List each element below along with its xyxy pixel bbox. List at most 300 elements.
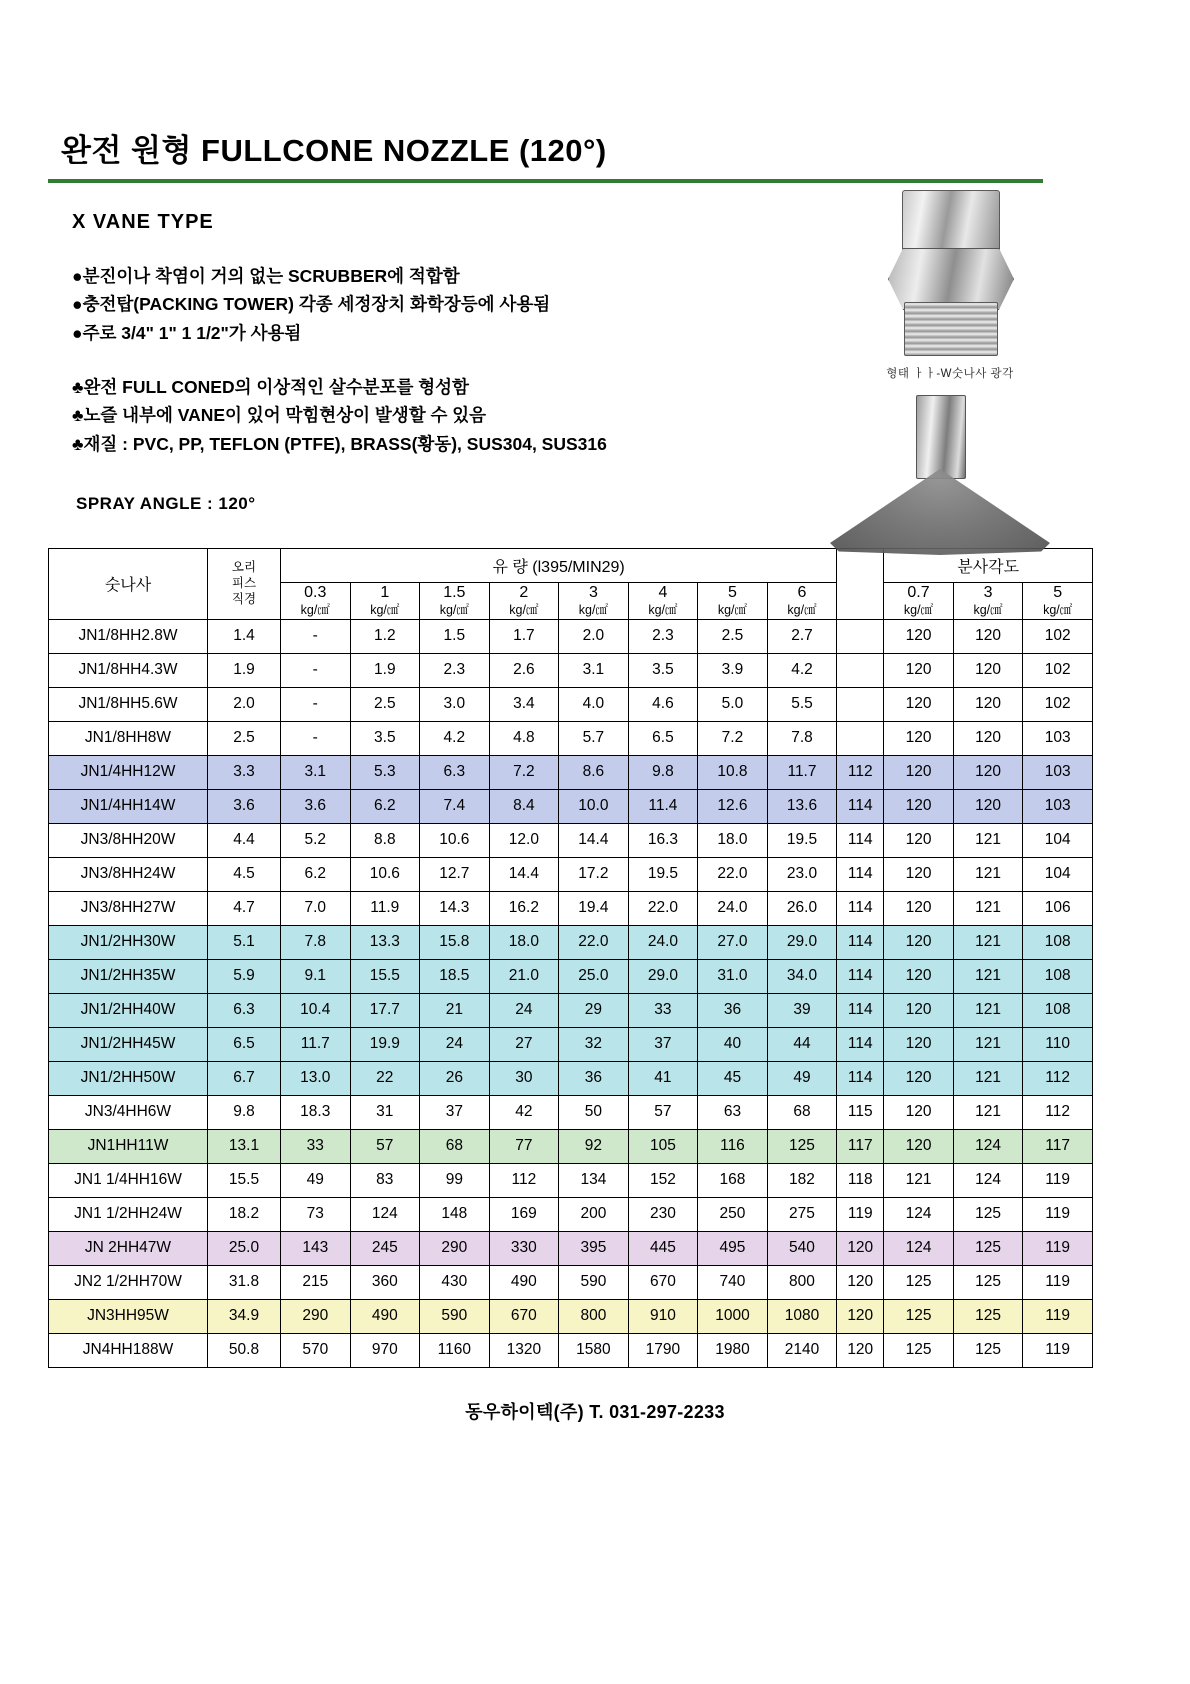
table-row	[49, 857, 1093, 891]
cell-angle: 119	[1023, 1333, 1093, 1367]
cell-flow: 250	[698, 1197, 768, 1231]
cell-flow: 740	[698, 1265, 768, 1299]
cell-flow: 12.6	[698, 789, 768, 823]
cell-orifice: 31.8	[208, 1265, 281, 1299]
cell-angle: 125	[884, 1333, 954, 1367]
cell-flow: 8.6	[559, 755, 629, 789]
table-row	[49, 1231, 1093, 1265]
header-orifice-line2: 피스	[231, 576, 257, 591]
cell-angle: 121	[953, 1061, 1023, 1095]
cell-flow: 5.5	[767, 687, 837, 721]
cell-flow: -	[281, 687, 351, 721]
cell-flow: -	[281, 653, 351, 687]
list-item: ♣재질 : PVC, PP, TEFLON (PTFE), BRASS(황동), SUS304, SUS316	[72, 433, 607, 454]
list-item: ●충전탑(PACKING TOWER) 각종 세정장치 화학장등에 사용됨	[72, 294, 551, 315]
cell-flow: 45	[698, 1061, 768, 1095]
table-row	[49, 1129, 1093, 1163]
cell-orifice: 3.3	[208, 755, 281, 789]
nozzle-thread-shape	[904, 302, 998, 356]
cell-flow: 1.7	[489, 619, 559, 653]
cell-thread-name: JN1/4HH14W	[49, 789, 208, 823]
cell-flow: 970	[350, 1333, 420, 1367]
cell-angle: 120	[884, 891, 954, 925]
table-body	[49, 619, 1093, 1367]
cell-flow: 3.6	[281, 789, 351, 823]
cell-flow: 14.4	[489, 857, 559, 891]
cell-angle: 120	[884, 1027, 954, 1061]
cell-thread-name: JN4HH188W	[49, 1333, 208, 1367]
cell-flow: 16.3	[628, 823, 698, 857]
cell-flow: 7.2	[698, 721, 768, 755]
cell-flow: 3.5	[628, 653, 698, 687]
cell-flow: 13.6	[767, 789, 837, 823]
cell-flow: 18.3	[281, 1095, 351, 1129]
cell-flow: 17.2	[559, 857, 629, 891]
cell-flow: 590	[420, 1299, 490, 1333]
cell-flow: 215	[281, 1265, 351, 1299]
cell-flow: 395	[559, 1231, 629, 1265]
specification-table	[48, 548, 1093, 1368]
cell-flow: 200	[559, 1197, 629, 1231]
list-item: ♣완전 FULL CONED의 이상적인 살수분포를 형성함	[72, 377, 469, 398]
cell-angle: 120	[884, 755, 954, 789]
cell-gap	[837, 721, 884, 755]
nozzle-hex-shape	[888, 248, 1014, 310]
cell-flow: 1980	[698, 1333, 768, 1367]
cell-thread-name: JN3/8HH24W	[49, 857, 208, 891]
cell-flow: 4.2	[767, 653, 837, 687]
cell-flow: 31	[350, 1095, 420, 1129]
table-row	[49, 891, 1093, 925]
cell-flow: 27.0	[698, 925, 768, 959]
cell-thread-name: JN1/2HH50W	[49, 1061, 208, 1095]
cell-flow: 92	[559, 1129, 629, 1163]
cell-flow: 182	[767, 1163, 837, 1197]
cell-flow: 2.0	[559, 619, 629, 653]
cell-angle: 120	[884, 823, 954, 857]
cell-flow: 2.3	[420, 653, 490, 687]
cell-flow: 670	[628, 1265, 698, 1299]
cell-thread-name: JN1/2HH30W	[49, 925, 208, 959]
header-flow-5: 5 kg/㎠	[698, 583, 768, 620]
cell-flow: 570	[281, 1333, 351, 1367]
cell-thread-name: JN1/8HH8W	[49, 721, 208, 755]
cell-flow: 57	[628, 1095, 698, 1129]
cell-flow: 2.7	[767, 619, 837, 653]
cell-angle: 103	[1023, 789, 1093, 823]
cell-orifice: 9.8	[208, 1095, 281, 1129]
cell-angle: 102	[1023, 687, 1093, 721]
cell-angle: 108	[1023, 959, 1093, 993]
table-row	[49, 619, 1093, 653]
cell-gap: 115	[837, 1095, 884, 1129]
header-flow-6: 6 kg/㎠	[767, 583, 837, 620]
cell-angle: 121	[953, 993, 1023, 1027]
cell-gap: 120	[837, 1333, 884, 1367]
cell-gap: 114	[837, 823, 884, 857]
table-row	[49, 1163, 1093, 1197]
header-spray-angle: 분사각도	[884, 549, 1093, 583]
cell-angle: 120	[884, 1129, 954, 1163]
cell-flow: 12.0	[489, 823, 559, 857]
features-club-list	[72, 373, 772, 458]
features-circle-list	[72, 262, 772, 347]
cell-flow: 49	[767, 1061, 837, 1095]
table-row	[49, 959, 1093, 993]
cell-thread-name: JN3HH95W	[49, 1299, 208, 1333]
page-title: 완전 원형 FULLCONE NOZZLE (120°)	[61, 133, 607, 168]
cell-angle: 112	[1023, 1095, 1093, 1129]
table-row	[49, 993, 1093, 1027]
cell-angle: 106	[1023, 891, 1093, 925]
cell-flow: 112	[489, 1163, 559, 1197]
cell-flow: 5.0	[698, 687, 768, 721]
cell-flow: 7.8	[767, 721, 837, 755]
cell-flow: 73	[281, 1197, 351, 1231]
cell-angle: 103	[1023, 755, 1093, 789]
cell-flow: 910	[628, 1299, 698, 1333]
cell-flow: 44	[767, 1027, 837, 1061]
cell-flow: 24	[489, 993, 559, 1027]
cell-flow: 3.5	[350, 721, 420, 755]
header-orifice	[208, 549, 281, 620]
header-flow-1.5: 1.5 kg/㎠	[420, 583, 490, 620]
cell-flow: 40	[698, 1027, 768, 1061]
cell-orifice: 1.4	[208, 619, 281, 653]
cell-flow: 26.0	[767, 891, 837, 925]
cell-angle: 124	[884, 1231, 954, 1265]
cell-angle: 125	[884, 1299, 954, 1333]
cell-angle: 120	[884, 619, 954, 653]
cell-thread-name: JN 2HH47W	[49, 1231, 208, 1265]
cell-flow: 5.7	[559, 721, 629, 755]
cell-angle: 119	[1023, 1163, 1093, 1197]
cell-angle: 125	[953, 1299, 1023, 1333]
cell-flow: 77	[489, 1129, 559, 1163]
cell-flow: 1320	[489, 1333, 559, 1367]
cell-flow: 22	[350, 1061, 420, 1095]
cell-thread-name: JN1HH11W	[49, 1129, 208, 1163]
header-thread: 숫나사	[49, 549, 208, 620]
cell-flow: 13.3	[350, 925, 420, 959]
product-images	[820, 190, 1080, 565]
cell-angle: 119	[1023, 1197, 1093, 1231]
cell-gap: 119	[837, 1197, 884, 1231]
cell-flow: 36	[698, 993, 768, 1027]
cell-angle: 125	[953, 1265, 1023, 1299]
cell-flow: 1080	[767, 1299, 837, 1333]
cell-flow: 10.0	[559, 789, 629, 823]
cell-flow: 33	[628, 993, 698, 1027]
cell-flow: 21.0	[489, 959, 559, 993]
header-angle-5: 5 kg/㎠	[1023, 583, 1093, 620]
table-row	[49, 789, 1093, 823]
cell-flow: 490	[489, 1265, 559, 1299]
cell-flow: 6.5	[628, 721, 698, 755]
cell-flow: 17.7	[350, 993, 420, 1027]
list-item: ♣노즐 내부에 VANE이 있어 막힘현상이 발생할 수 있음	[72, 405, 487, 426]
cell-thread-name: JN3/4HH6W	[49, 1095, 208, 1129]
cell-flow: 68	[420, 1129, 490, 1163]
cell-angle: 104	[1023, 857, 1093, 891]
cell-gap: 114	[837, 1061, 884, 1095]
cell-flow: 9.8	[628, 755, 698, 789]
table-row	[49, 1299, 1093, 1333]
cell-orifice: 18.2	[208, 1197, 281, 1231]
cell-angle: 121	[953, 857, 1023, 891]
cell-angle: 104	[1023, 823, 1093, 857]
table-row	[49, 1095, 1093, 1129]
cell-flow: 6.2	[281, 857, 351, 891]
cell-flow: 495	[698, 1231, 768, 1265]
cell-flow: 2.3	[628, 619, 698, 653]
cell-angle: 120	[953, 789, 1023, 823]
cell-flow: 63	[698, 1095, 768, 1129]
cell-flow: 22.0	[559, 925, 629, 959]
cell-flow: 24.0	[628, 925, 698, 959]
cell-flow: 152	[628, 1163, 698, 1197]
cell-angle: 120	[953, 687, 1023, 721]
cell-flow: 143	[281, 1231, 351, 1265]
cell-flow: 10.6	[420, 823, 490, 857]
cell-flow: 8.8	[350, 823, 420, 857]
table-row	[49, 653, 1093, 687]
header-flow-2: 2 kg/㎠	[489, 583, 559, 620]
cell-flow: 1.9	[350, 653, 420, 687]
cell-flow: 445	[628, 1231, 698, 1265]
cell-flow: 19.4	[559, 891, 629, 925]
cell-gap: 114	[837, 959, 884, 993]
cell-thread-name: JN1 1/4HH16W	[49, 1163, 208, 1197]
cell-flow: 1000	[698, 1299, 768, 1333]
cell-angle: 120	[953, 721, 1023, 755]
cell-flow: 23.0	[767, 857, 837, 891]
cell-angle: 121	[953, 823, 1023, 857]
cell-flow: 1160	[420, 1333, 490, 1367]
cell-angle: 102	[1023, 619, 1093, 653]
cell-flow: 10.4	[281, 993, 351, 1027]
cell-flow: 169	[489, 1197, 559, 1231]
nozzle-photo	[880, 190, 1020, 355]
cell-flow: 116	[698, 1129, 768, 1163]
cell-angle: 120	[884, 857, 954, 891]
cell-gap	[837, 619, 884, 653]
cell-flow: -	[281, 721, 351, 755]
cell-flow: 3.1	[559, 653, 629, 687]
cell-flow: 49	[281, 1163, 351, 1197]
cell-thread-name: JN2 1/2HH70W	[49, 1265, 208, 1299]
table-row	[49, 1265, 1093, 1299]
cell-gap: 114	[837, 925, 884, 959]
cell-flow: 11.7	[281, 1027, 351, 1061]
cell-gap: 114	[837, 857, 884, 891]
cell-angle: 120	[884, 993, 954, 1027]
cell-flow: 1580	[559, 1333, 629, 1367]
cell-thread-name: JN3/8HH27W	[49, 891, 208, 925]
cell-flow: 3.9	[698, 653, 768, 687]
cell-gap	[837, 687, 884, 721]
table-row	[49, 755, 1093, 789]
cell-flow: 26	[420, 1061, 490, 1095]
cell-flow: 2140	[767, 1333, 837, 1367]
cell-flow: 148	[420, 1197, 490, 1231]
cell-flow: 1.2	[350, 619, 420, 653]
cell-flow: 7.0	[281, 891, 351, 925]
spray-nozzle-shape	[916, 395, 966, 479]
cell-orifice: 3.6	[208, 789, 281, 823]
cell-angle: 120	[953, 653, 1023, 687]
cell-angle: 120	[884, 789, 954, 823]
cell-flow: 105	[628, 1129, 698, 1163]
cell-flow: 590	[559, 1265, 629, 1299]
cell-orifice: 25.0	[208, 1231, 281, 1265]
cell-flow: 330	[489, 1231, 559, 1265]
cell-angle: 121	[953, 1095, 1023, 1129]
cell-angle: 124	[953, 1129, 1023, 1163]
cell-flow: 540	[767, 1231, 837, 1265]
cell-flow: 19.9	[350, 1027, 420, 1061]
cell-flow: 8.4	[489, 789, 559, 823]
cell-flow: 10.8	[698, 755, 768, 789]
cell-angle: 120	[884, 1061, 954, 1095]
cell-angle: 119	[1023, 1299, 1093, 1333]
cell-angle: 121	[953, 959, 1023, 993]
header-orifice-line1: 오리	[231, 560, 257, 575]
cell-flow: 29	[559, 993, 629, 1027]
cell-angle: 120	[953, 755, 1023, 789]
cell-angle: 102	[1023, 653, 1093, 687]
subtitle: X VANE TYPE	[72, 211, 214, 233]
cell-flow: 6.2	[350, 789, 420, 823]
header-flow: 유 량 (l395/MIN29)	[281, 549, 837, 583]
cell-flow: 68	[767, 1095, 837, 1129]
cell-flow: 37	[628, 1027, 698, 1061]
cell-gap: 112	[837, 755, 884, 789]
intro-section	[48, 211, 772, 514]
cell-thread-name: JN1/2HH40W	[49, 993, 208, 1027]
cell-angle: 121	[884, 1163, 954, 1197]
cell-flow: 18.5	[420, 959, 490, 993]
cell-flow: 24.0	[698, 891, 768, 925]
cell-thread-name: JN1/2HH35W	[49, 959, 208, 993]
cell-flow: 4.0	[559, 687, 629, 721]
cell-angle: 125	[884, 1265, 954, 1299]
cell-angle: 120	[884, 653, 954, 687]
cell-flow: 10.6	[350, 857, 420, 891]
cell-flow: 27	[489, 1027, 559, 1061]
cell-flow: 16.2	[489, 891, 559, 925]
cell-flow: 5.3	[350, 755, 420, 789]
cell-flow: 125	[767, 1129, 837, 1163]
cell-angle: 120	[953, 619, 1023, 653]
cell-flow: 14.3	[420, 891, 490, 925]
cell-angle: 121	[953, 891, 1023, 925]
cell-orifice: 4.4	[208, 823, 281, 857]
cell-angle: 108	[1023, 925, 1093, 959]
cell-angle: 124	[953, 1163, 1023, 1197]
cell-flow: 11.9	[350, 891, 420, 925]
cell-angle: 125	[953, 1333, 1023, 1367]
cell-orifice: 6.3	[208, 993, 281, 1027]
cell-gap: 114	[837, 891, 884, 925]
cell-flow: 245	[350, 1231, 420, 1265]
cell-flow: 3.4	[489, 687, 559, 721]
cell-gap: 117	[837, 1129, 884, 1163]
cell-flow: 22.0	[628, 891, 698, 925]
cell-flow: 124	[350, 1197, 420, 1231]
cell-flow: 33	[281, 1129, 351, 1163]
cell-gap: 114	[837, 789, 884, 823]
cell-orifice: 1.9	[208, 653, 281, 687]
spray-pattern-photo	[820, 395, 1060, 565]
cell-thread-name: JN3/8HH20W	[49, 823, 208, 857]
cell-angle: 120	[884, 1095, 954, 1129]
cell-flow: 7.8	[281, 925, 351, 959]
cell-flow: -	[281, 619, 351, 653]
cell-gap: 120	[837, 1299, 884, 1333]
cell-orifice: 5.9	[208, 959, 281, 993]
cell-flow: 36	[559, 1061, 629, 1095]
cell-thread-name: JN1/2HH45W	[49, 1027, 208, 1061]
cell-flow: 4.8	[489, 721, 559, 755]
cell-flow: 21	[420, 993, 490, 1027]
cell-flow: 3.0	[420, 687, 490, 721]
cell-thread-name: JN1/8HH5.6W	[49, 687, 208, 721]
table-row	[49, 1333, 1093, 1367]
header-angle-0.7: 0.7 kg/㎠	[884, 583, 954, 620]
cell-gap: 118	[837, 1163, 884, 1197]
cell-flow: 168	[698, 1163, 768, 1197]
cell-flow: 34.0	[767, 959, 837, 993]
cell-flow: 3.1	[281, 755, 351, 789]
cell-gap	[837, 653, 884, 687]
cell-flow: 230	[628, 1197, 698, 1231]
cell-flow: 6.3	[420, 755, 490, 789]
cell-flow: 57	[350, 1129, 420, 1163]
cell-flow: 83	[350, 1163, 420, 1197]
header-angle-3: 3 kg/㎠	[953, 583, 1023, 620]
cell-flow: 19.5	[628, 857, 698, 891]
cell-flow: 670	[489, 1299, 559, 1333]
footer-contact: 동우하이텍(주) T. 031-297-2233	[465, 1401, 725, 1422]
cell-flow: 15.5	[350, 959, 420, 993]
cell-angle: 120	[884, 721, 954, 755]
table-row	[49, 721, 1093, 755]
cell-flow: 2.6	[489, 653, 559, 687]
cell-flow: 39	[767, 993, 837, 1027]
cell-angle: 124	[884, 1197, 954, 1231]
cell-orifice: 5.1	[208, 925, 281, 959]
cell-flow: 2.5	[350, 687, 420, 721]
list-item: ●분진이나 착염이 거의 없는 SCRUBBER에 적합함	[72, 266, 460, 286]
cell-orifice: 2.5	[208, 721, 281, 755]
cell-flow: 41	[628, 1061, 698, 1095]
title-block	[48, 0, 1142, 183]
cell-gap: 120	[837, 1265, 884, 1299]
header-flow-1: 1 kg/㎠	[350, 583, 420, 620]
table-row	[49, 1197, 1093, 1231]
cell-flow: 32	[559, 1027, 629, 1061]
cell-flow: 4.2	[420, 721, 490, 755]
cell-flow: 99	[420, 1163, 490, 1197]
cell-flow: 29.0	[628, 959, 698, 993]
cell-thread-name: JN1/8HH2.8W	[49, 619, 208, 653]
cell-orifice: 50.8	[208, 1333, 281, 1367]
cell-orifice: 4.7	[208, 891, 281, 925]
cell-angle: 119	[1023, 1265, 1093, 1299]
cell-flow: 430	[420, 1265, 490, 1299]
table-row	[49, 823, 1093, 857]
